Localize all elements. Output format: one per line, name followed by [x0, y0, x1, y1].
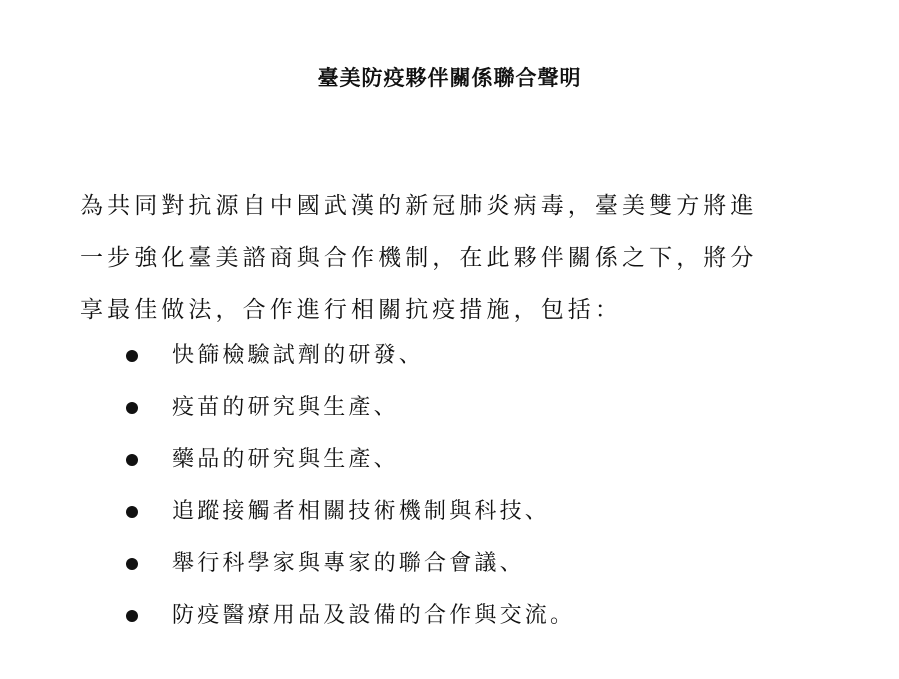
bullet-icon [126, 402, 138, 414]
list-item [126, 538, 826, 590]
intro-line: 享最佳做法，合作進行相關抗疫措施，包括： [80, 297, 622, 323]
bullet-icon [126, 506, 138, 518]
list-item [126, 590, 826, 642]
bullet-icon [126, 558, 138, 570]
document-title: 臺美防疫夥伴關係聯合聲明 [317, 65, 582, 90]
list-item [126, 382, 826, 434]
list-item-text: 追蹤接觸者相關技術機制與科技、 [172, 499, 551, 524]
list-item-text: 快篩檢驗試劑的研發、 [172, 343, 425, 368]
bullet-icon [126, 610, 138, 622]
list-item-text: 防疫醫療用品及設備的合作與交流。 [172, 603, 576, 628]
list-item [126, 434, 826, 486]
intro-line: 為共同對抗源自中國武漢的新冠肺炎病毒，臺美雙方將進 [80, 193, 758, 219]
intro-line: 一步強化臺美諮商與合作機制，在此夥伴關係之下，將分 [80, 245, 758, 271]
list-item-text: 舉行科學家與專家的聯合會議、 [172, 551, 525, 576]
bullet-icon [126, 454, 138, 466]
list-item [126, 330, 826, 382]
bullet-icon [126, 350, 138, 362]
measures-list [126, 330, 826, 642]
list-item-text: 藥品的研究與生產、 [172, 447, 399, 472]
list-item [126, 486, 826, 538]
list-item-text: 疫苗的研究與生產、 [172, 395, 399, 420]
